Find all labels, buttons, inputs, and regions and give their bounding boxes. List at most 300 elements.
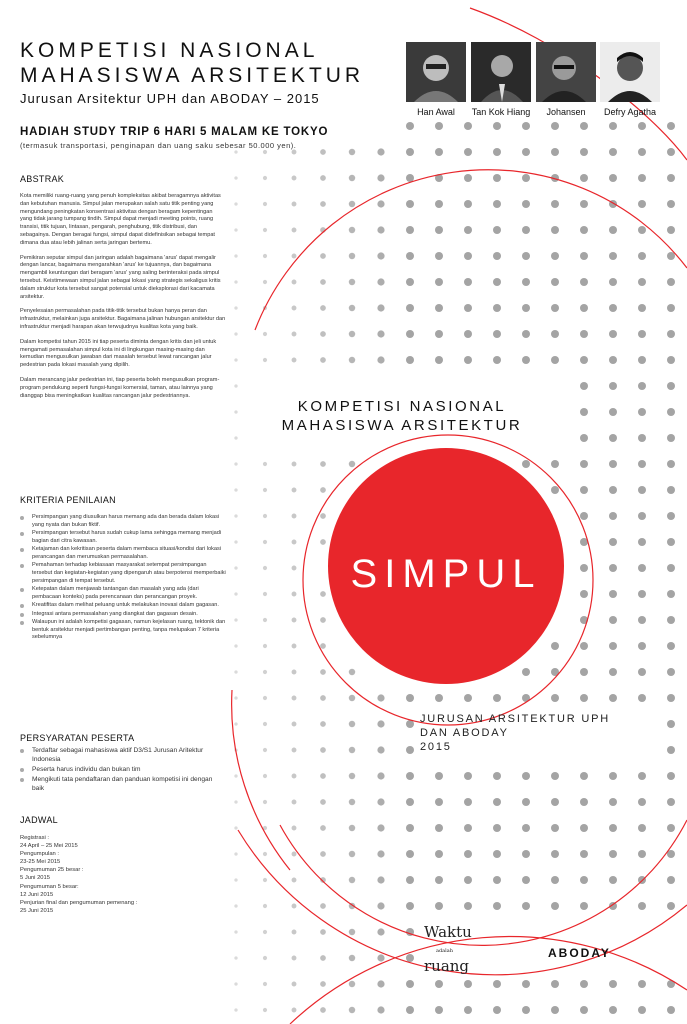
list-item: Ketajaman dan kekritisan peserta dalam membaca situasi/kondisi dari lokasi perancangan dan merumuskan permasalahan. xyxy=(20,546,226,562)
decorative-dot xyxy=(234,1008,237,1011)
decorative-dot xyxy=(667,746,675,754)
decorative-dot xyxy=(580,434,588,442)
jadwal-list xyxy=(20,834,226,915)
decorative-dot xyxy=(609,226,617,234)
decorative-dot xyxy=(263,540,267,544)
decorative-dot xyxy=(234,696,237,699)
decorative-dot xyxy=(406,694,414,702)
decorative-dot xyxy=(292,774,297,779)
aboday-logo: ABODAY xyxy=(548,946,611,960)
decorative-dot xyxy=(667,200,675,208)
decorative-dot xyxy=(377,252,384,259)
decorative-dot xyxy=(493,902,501,910)
organizer-line2: DAN ABODAY xyxy=(420,727,509,739)
decorative-dot xyxy=(377,928,384,935)
decorative-dot xyxy=(667,616,675,624)
decorative-dot xyxy=(609,772,617,780)
decorative-dot xyxy=(263,254,267,258)
decorative-dot xyxy=(377,278,384,285)
decorative-dot xyxy=(320,643,326,649)
decorative-dot xyxy=(263,566,267,570)
decorative-dot xyxy=(349,227,355,233)
decorative-dot xyxy=(349,305,355,311)
decorative-dot xyxy=(493,278,501,286)
decorative-dot xyxy=(320,1007,326,1013)
decorative-dot xyxy=(320,461,326,467)
waktu-adalah-ruang-logo xyxy=(424,925,472,974)
decorative-dot xyxy=(292,254,297,259)
decorative-dot xyxy=(609,122,617,130)
decorative-dot xyxy=(609,590,617,598)
decorative-dot xyxy=(406,1006,414,1014)
decorative-dot xyxy=(263,592,267,596)
decorative-dot xyxy=(292,150,297,155)
decorative-dot xyxy=(551,200,559,208)
decorative-dot xyxy=(464,304,472,312)
decorative-dot xyxy=(551,902,559,910)
decorative-dot xyxy=(580,278,588,286)
decorative-dot xyxy=(263,488,267,492)
decorative-dot xyxy=(234,826,237,829)
list-item: Peserta harus individu dan bukan tim xyxy=(20,765,226,774)
decorative-dot xyxy=(522,850,530,858)
decorative-dot xyxy=(263,1008,267,1012)
decorative-dot xyxy=(234,488,237,491)
decorative-dot xyxy=(464,148,472,156)
decorative-dot xyxy=(638,616,646,624)
decorative-dot xyxy=(435,304,443,312)
decorative-dot xyxy=(580,980,588,988)
decorative-dot xyxy=(292,488,297,493)
decorative-dot xyxy=(292,462,297,467)
decorative-dot xyxy=(377,174,384,181)
decorative-dot xyxy=(551,486,559,494)
decorative-dot xyxy=(263,982,267,986)
decorative-dot xyxy=(580,148,588,156)
jadwal-line: 5 Juni 2015 xyxy=(20,875,50,882)
decorative-dot xyxy=(292,332,297,337)
decorative-dot xyxy=(234,384,237,387)
decorative-dot xyxy=(522,824,530,832)
jadwal-line: Pengumuman 5 besar: xyxy=(20,883,79,890)
decorative-dot xyxy=(551,148,559,156)
decorative-dot xyxy=(667,512,675,520)
prize-note: (termasuk transportasi, penginapan dan uang saku sebesar 50.000 yen). xyxy=(20,141,297,150)
decorative-dot xyxy=(493,330,501,338)
decorative-dot xyxy=(234,462,237,465)
decorative-dot xyxy=(464,694,472,702)
decorative-dot xyxy=(263,748,267,752)
decorative-dot xyxy=(377,772,384,779)
decorative-dot xyxy=(580,1006,588,1014)
jury-name-3: Johansen xyxy=(546,107,586,117)
decorative-dot xyxy=(234,982,237,985)
simpul-title: SIMPUL xyxy=(350,552,542,596)
decorative-dot xyxy=(638,226,646,234)
decorative-dot xyxy=(580,200,588,208)
decorative-dot xyxy=(609,148,617,156)
decorative-dot xyxy=(609,512,617,520)
decorative-dot xyxy=(377,356,384,363)
decorative-dot xyxy=(551,772,559,780)
decorative-dot xyxy=(464,356,472,364)
decorative-dot xyxy=(263,956,267,960)
decorative-dot xyxy=(609,668,617,676)
decorative-dot xyxy=(667,1006,675,1014)
abstrak-heading: ABSTRAK xyxy=(20,174,65,184)
decorative-dot xyxy=(638,512,646,520)
decorative-dot xyxy=(292,670,297,675)
decorative-dot xyxy=(493,148,501,156)
decorative-dot xyxy=(638,772,646,780)
decorative-dot xyxy=(609,486,617,494)
decorative-dot xyxy=(551,850,559,858)
decorative-dot xyxy=(609,564,617,572)
decorative-dot xyxy=(522,980,530,988)
decorative-dot xyxy=(464,226,472,234)
decorative-dot xyxy=(435,330,443,338)
decorative-dot xyxy=(638,330,646,338)
decorative-dot xyxy=(580,642,588,650)
decorative-dot xyxy=(234,358,237,361)
decorative-dot xyxy=(609,538,617,546)
decorative-dot xyxy=(349,955,355,961)
decorative-dot xyxy=(263,644,267,648)
decorative-dot xyxy=(493,304,501,312)
decorative-dot xyxy=(638,434,646,442)
decorative-dot xyxy=(638,200,646,208)
main-title-line1: KOMPETISI NASIONAL xyxy=(20,39,319,62)
list-item: Mengikuti tata pendaftaran dan panduan kompetisi ini dengan baik xyxy=(20,775,226,793)
list-item: Terdaftar sebagai mahasiswa aktif D3/S1 Jurusan Aritektur Indonesia xyxy=(20,746,226,764)
decorative-dot xyxy=(377,304,384,311)
decorative-dot xyxy=(320,721,326,727)
decorative-dot xyxy=(349,747,355,753)
organizer-line1: JURUSAN ARSITEKTUR UPH xyxy=(420,713,610,725)
decorative-dot xyxy=(638,356,646,364)
decorative-dot xyxy=(522,278,530,286)
abstrak-paragraph: Kota memiliki ruang-ruang yang penuh kompleksitas akibat beragamnya aktivitas dan kebutuhan manusia. Simpul jalan merupakan salah satu titik penting yang mengundang peningkatan konsentrasi aktivitas dengan beragam kepentingan yang tidak jarang tumpang tindih. Simpul dapat menjadi meeting points, ruang transisi, titik tujuan, lintasan, pengarah, penghubung, titik distribusi, dan sebagainya. Dengan beragai fungsi, simpul dapat didefinisikan sebagai tempat dimana dua atau lebih jalinan serta jaringan bertemu. xyxy=(20,193,221,246)
decorative-dot xyxy=(609,1006,617,1014)
decorative-dot xyxy=(349,149,355,155)
decorative-dot xyxy=(234,592,237,595)
jadwal-line: 24 April – 25 Mei 2015 xyxy=(20,843,78,850)
decorative-dot xyxy=(464,824,472,832)
decorative-dot xyxy=(551,798,559,806)
decorative-dot xyxy=(464,798,472,806)
decorative-dot xyxy=(234,540,237,543)
decorative-dot xyxy=(320,253,326,259)
decorative-dot xyxy=(349,1007,355,1013)
decorative-dot xyxy=(609,252,617,260)
decorative-dot xyxy=(292,540,297,545)
decorative-dot xyxy=(551,252,559,260)
list-item: Persimpangan yang diusulkan harus memang ada dan berada dalam lokasi yang nyata dan bukan fiktif. xyxy=(20,514,226,530)
decorative-dot xyxy=(493,772,501,780)
decorative-dot xyxy=(435,980,443,988)
list-item: Walaupun ini adalah kompetisi gagasan, namun kejelasan ruang, tektonik dan bentuk arsitektur menjadi pertimbangan penting, tanpa melupakan 7 kriteria sebelumnya xyxy=(20,619,226,642)
decorative-dot xyxy=(638,408,646,416)
decorative-dot xyxy=(580,252,588,260)
decorative-dot xyxy=(320,955,326,961)
decorative-dot xyxy=(263,202,267,206)
decorative-dot xyxy=(522,798,530,806)
jadwal-line: 23-25 Mei 2015 xyxy=(20,859,61,866)
decorative-dot xyxy=(234,618,237,621)
decorative-dot xyxy=(320,591,326,597)
decorative-dot xyxy=(667,590,675,598)
decorative-dot xyxy=(320,981,326,987)
decorative-dot xyxy=(609,694,617,702)
decorative-dot xyxy=(464,876,472,884)
decorative-dot xyxy=(292,202,297,207)
decorative-dot xyxy=(292,852,297,857)
decorative-dot xyxy=(349,461,355,467)
decorative-dot xyxy=(292,826,297,831)
decorative-dot xyxy=(464,1006,472,1014)
decorative-dot xyxy=(377,148,384,155)
decorative-dot xyxy=(464,902,472,910)
decorative-dot xyxy=(522,122,530,130)
decorative-dot xyxy=(609,824,617,832)
decorative-dot xyxy=(667,772,675,780)
decorative-dot xyxy=(320,903,326,909)
decorative-dot xyxy=(263,930,267,934)
decorative-dot xyxy=(263,228,267,232)
abstrak-paragraph: Dalam merancang jalur pedestrian ini, tiap peserta boleh mengusulkan program-program pendukung seperti fungsi-fungsi komersial, taman, atau lainnya yang dianggap bisa meningkatkan kualitas rancangan jalur pedestriannya. xyxy=(20,376,220,399)
decorative-dot xyxy=(551,460,559,468)
decorative-dot xyxy=(609,356,617,364)
decorative-dot xyxy=(349,825,355,831)
center-title-line1: KOMPETISI NASIONAL xyxy=(297,398,507,415)
decorative-dot xyxy=(234,514,237,517)
decorative-dot xyxy=(292,696,297,701)
decorative-dot xyxy=(377,902,384,909)
decorative-dot xyxy=(377,200,384,207)
decorative-dot xyxy=(320,513,326,519)
decorative-dot xyxy=(406,824,414,832)
decorative-dot xyxy=(638,980,646,988)
decorative-dot xyxy=(234,774,237,777)
decorative-dot xyxy=(349,695,355,701)
center-title-line2: MAHASISWA ARSITEKTUR xyxy=(281,417,523,434)
decorative-dot xyxy=(493,200,501,208)
decorative-dot xyxy=(263,332,267,336)
abstrak-paragraph: Penyelesaian permasalahan pada titik-titik tersebut bukan hanya peran dan infrastruktur, melainkan juga arsitektur. Bagaimana jalinan hubungan arsitektur dan infrastruktur menjadi harapan akan terwujudnya kualitas kota yang baik. xyxy=(20,308,226,330)
decorative-dot xyxy=(580,226,588,234)
kriteria-heading: KRITERIA PENILAIAN xyxy=(20,495,116,505)
jury-name-2: Tan Kok Hiang xyxy=(471,107,531,117)
jadwal-line: 25 Juni 2015 xyxy=(20,907,54,914)
decorative-dot xyxy=(667,720,675,728)
decorative-dot xyxy=(292,982,297,987)
decorative-dot xyxy=(464,278,472,286)
decorative-dot xyxy=(234,150,237,153)
decorative-dot xyxy=(551,356,559,364)
logo-text: ruang xyxy=(424,957,470,975)
decorative-dot xyxy=(377,876,384,883)
decorative-dot xyxy=(493,980,501,988)
decorative-dot xyxy=(551,876,559,884)
decorative-dot xyxy=(406,980,414,988)
decorative-dot xyxy=(638,668,646,676)
decorative-dot xyxy=(292,228,297,233)
jadwal-line: Penjurian final dan pengumuman pemenang : xyxy=(20,899,138,906)
decorative-dot xyxy=(638,538,646,546)
decorative-dot xyxy=(263,150,267,154)
decorative-dot xyxy=(464,174,472,182)
decorative-dot xyxy=(406,850,414,858)
main-title-line2: MAHASISWA ARSITEKTUR xyxy=(20,64,365,87)
list-item: Persimpangan tersebut harus sudah cukup lama sehingga memang menjadi bagian dari citra kawasan. xyxy=(20,530,226,546)
portrait-icon xyxy=(471,42,531,102)
decorative-dot xyxy=(609,174,617,182)
decorative-dot xyxy=(493,824,501,832)
decorative-dot xyxy=(263,696,267,700)
persyaratan-list xyxy=(20,746,226,794)
decorative-dot xyxy=(435,902,443,910)
decorative-dot xyxy=(551,304,559,312)
portrait-icon xyxy=(600,42,660,102)
decorative-dot xyxy=(406,148,414,156)
decorative-dot xyxy=(377,798,384,805)
decorative-dot xyxy=(638,824,646,832)
decorative-dot xyxy=(464,330,472,338)
decorative-dot xyxy=(551,980,559,988)
decorative-dot xyxy=(609,460,617,468)
decorative-dot xyxy=(377,226,384,233)
decorative-dot xyxy=(493,1006,501,1014)
decorative-dot xyxy=(609,876,617,884)
decorative-dot xyxy=(522,876,530,884)
decorative-dot xyxy=(320,617,326,623)
decorative-dot xyxy=(580,330,588,338)
decorative-dot xyxy=(580,668,588,676)
decorative-dot xyxy=(522,330,530,338)
decorative-dot xyxy=(406,746,414,754)
decorative-dot xyxy=(263,670,267,674)
decorative-dot xyxy=(406,356,414,364)
decorative-dot xyxy=(638,564,646,572)
decorative-dot xyxy=(580,512,588,520)
decorative-dot xyxy=(667,434,675,442)
decorative-dot xyxy=(464,850,472,858)
decorative-dot xyxy=(234,228,237,231)
abstrak-body xyxy=(20,193,226,407)
decorative-dot xyxy=(609,434,617,442)
decorative-dot xyxy=(464,200,472,208)
decorative-dot xyxy=(349,981,355,987)
decorative-dot xyxy=(435,200,443,208)
decorative-dot xyxy=(292,176,297,181)
decorative-dot xyxy=(667,174,675,182)
decorative-dot xyxy=(522,148,530,156)
decorative-dot xyxy=(234,566,237,569)
jury-photo-han-awal xyxy=(406,42,466,102)
decorative-dot xyxy=(292,1008,297,1013)
decorative-dot xyxy=(551,226,559,234)
decorative-dot xyxy=(493,174,501,182)
decorative-dot xyxy=(580,382,588,390)
decorative-dot xyxy=(234,280,237,283)
decorative-dot xyxy=(667,226,675,234)
decorative-dot xyxy=(551,122,559,130)
jury-name-4: Defry Agatha xyxy=(603,107,657,117)
decorative-dot xyxy=(522,668,530,676)
decorative-dot xyxy=(580,772,588,780)
decorative-dot xyxy=(667,122,675,130)
decorative-dot xyxy=(522,252,530,260)
decorative-dot xyxy=(377,824,384,831)
decorative-dot xyxy=(292,566,297,571)
decorative-dot xyxy=(406,278,414,286)
decorative-dot xyxy=(609,798,617,806)
decorative-dot xyxy=(493,694,501,702)
decorative-dot xyxy=(406,902,414,910)
decorative-dot xyxy=(349,175,355,181)
decorative-dot xyxy=(667,902,675,910)
decorative-dot xyxy=(638,798,646,806)
decorative-dot xyxy=(580,564,588,572)
decorative-dot xyxy=(667,564,675,572)
decorative-dot xyxy=(551,642,559,650)
decorative-dot xyxy=(263,722,267,726)
decorative-dot xyxy=(493,798,501,806)
decorative-dot xyxy=(638,902,646,910)
decorative-dot xyxy=(320,305,326,311)
decorative-dot xyxy=(580,356,588,364)
decorative-dot xyxy=(638,252,646,260)
decorative-dot xyxy=(667,694,675,702)
decorative-dot xyxy=(667,486,675,494)
decorative-dot xyxy=(551,694,559,702)
decorative-dot xyxy=(493,876,501,884)
decorative-dot xyxy=(464,980,472,988)
decorative-dot xyxy=(234,878,237,881)
decorative-dot xyxy=(234,202,237,205)
decorative-dot xyxy=(667,356,675,364)
decorative-dot xyxy=(234,436,237,439)
decorative-dot xyxy=(234,644,237,647)
jadwal-line: Pengumuman 25 besar : xyxy=(20,867,84,874)
decorative-dot xyxy=(522,460,530,468)
persyaratan-heading: PERSYARATAN PESERTA xyxy=(20,733,135,743)
decorative-dot xyxy=(349,721,355,727)
decorative-dot xyxy=(377,720,384,727)
decorative-dot xyxy=(580,850,588,858)
decorative-dot xyxy=(638,486,646,494)
jadwal-heading: JADWAL xyxy=(20,815,58,825)
decorative-dot xyxy=(580,486,588,494)
decorative-dot xyxy=(320,149,326,155)
decorative-dot xyxy=(638,460,646,468)
decorative-dot xyxy=(609,278,617,286)
decorative-dot xyxy=(234,852,237,855)
decorative-dot xyxy=(667,668,675,676)
decorative-dot xyxy=(667,824,675,832)
decorative-dot xyxy=(263,800,267,804)
decorative-dot xyxy=(522,772,530,780)
decorative-dot xyxy=(522,304,530,312)
decorative-dot xyxy=(320,331,326,337)
kriteria-list xyxy=(20,514,226,643)
jadwal-line: Pengumpulan : xyxy=(20,851,59,858)
decorative-dot xyxy=(349,331,355,337)
decorative-dot xyxy=(580,174,588,182)
decorative-dot xyxy=(580,460,588,468)
decorative-dot xyxy=(234,670,237,673)
decorative-dot xyxy=(638,590,646,598)
